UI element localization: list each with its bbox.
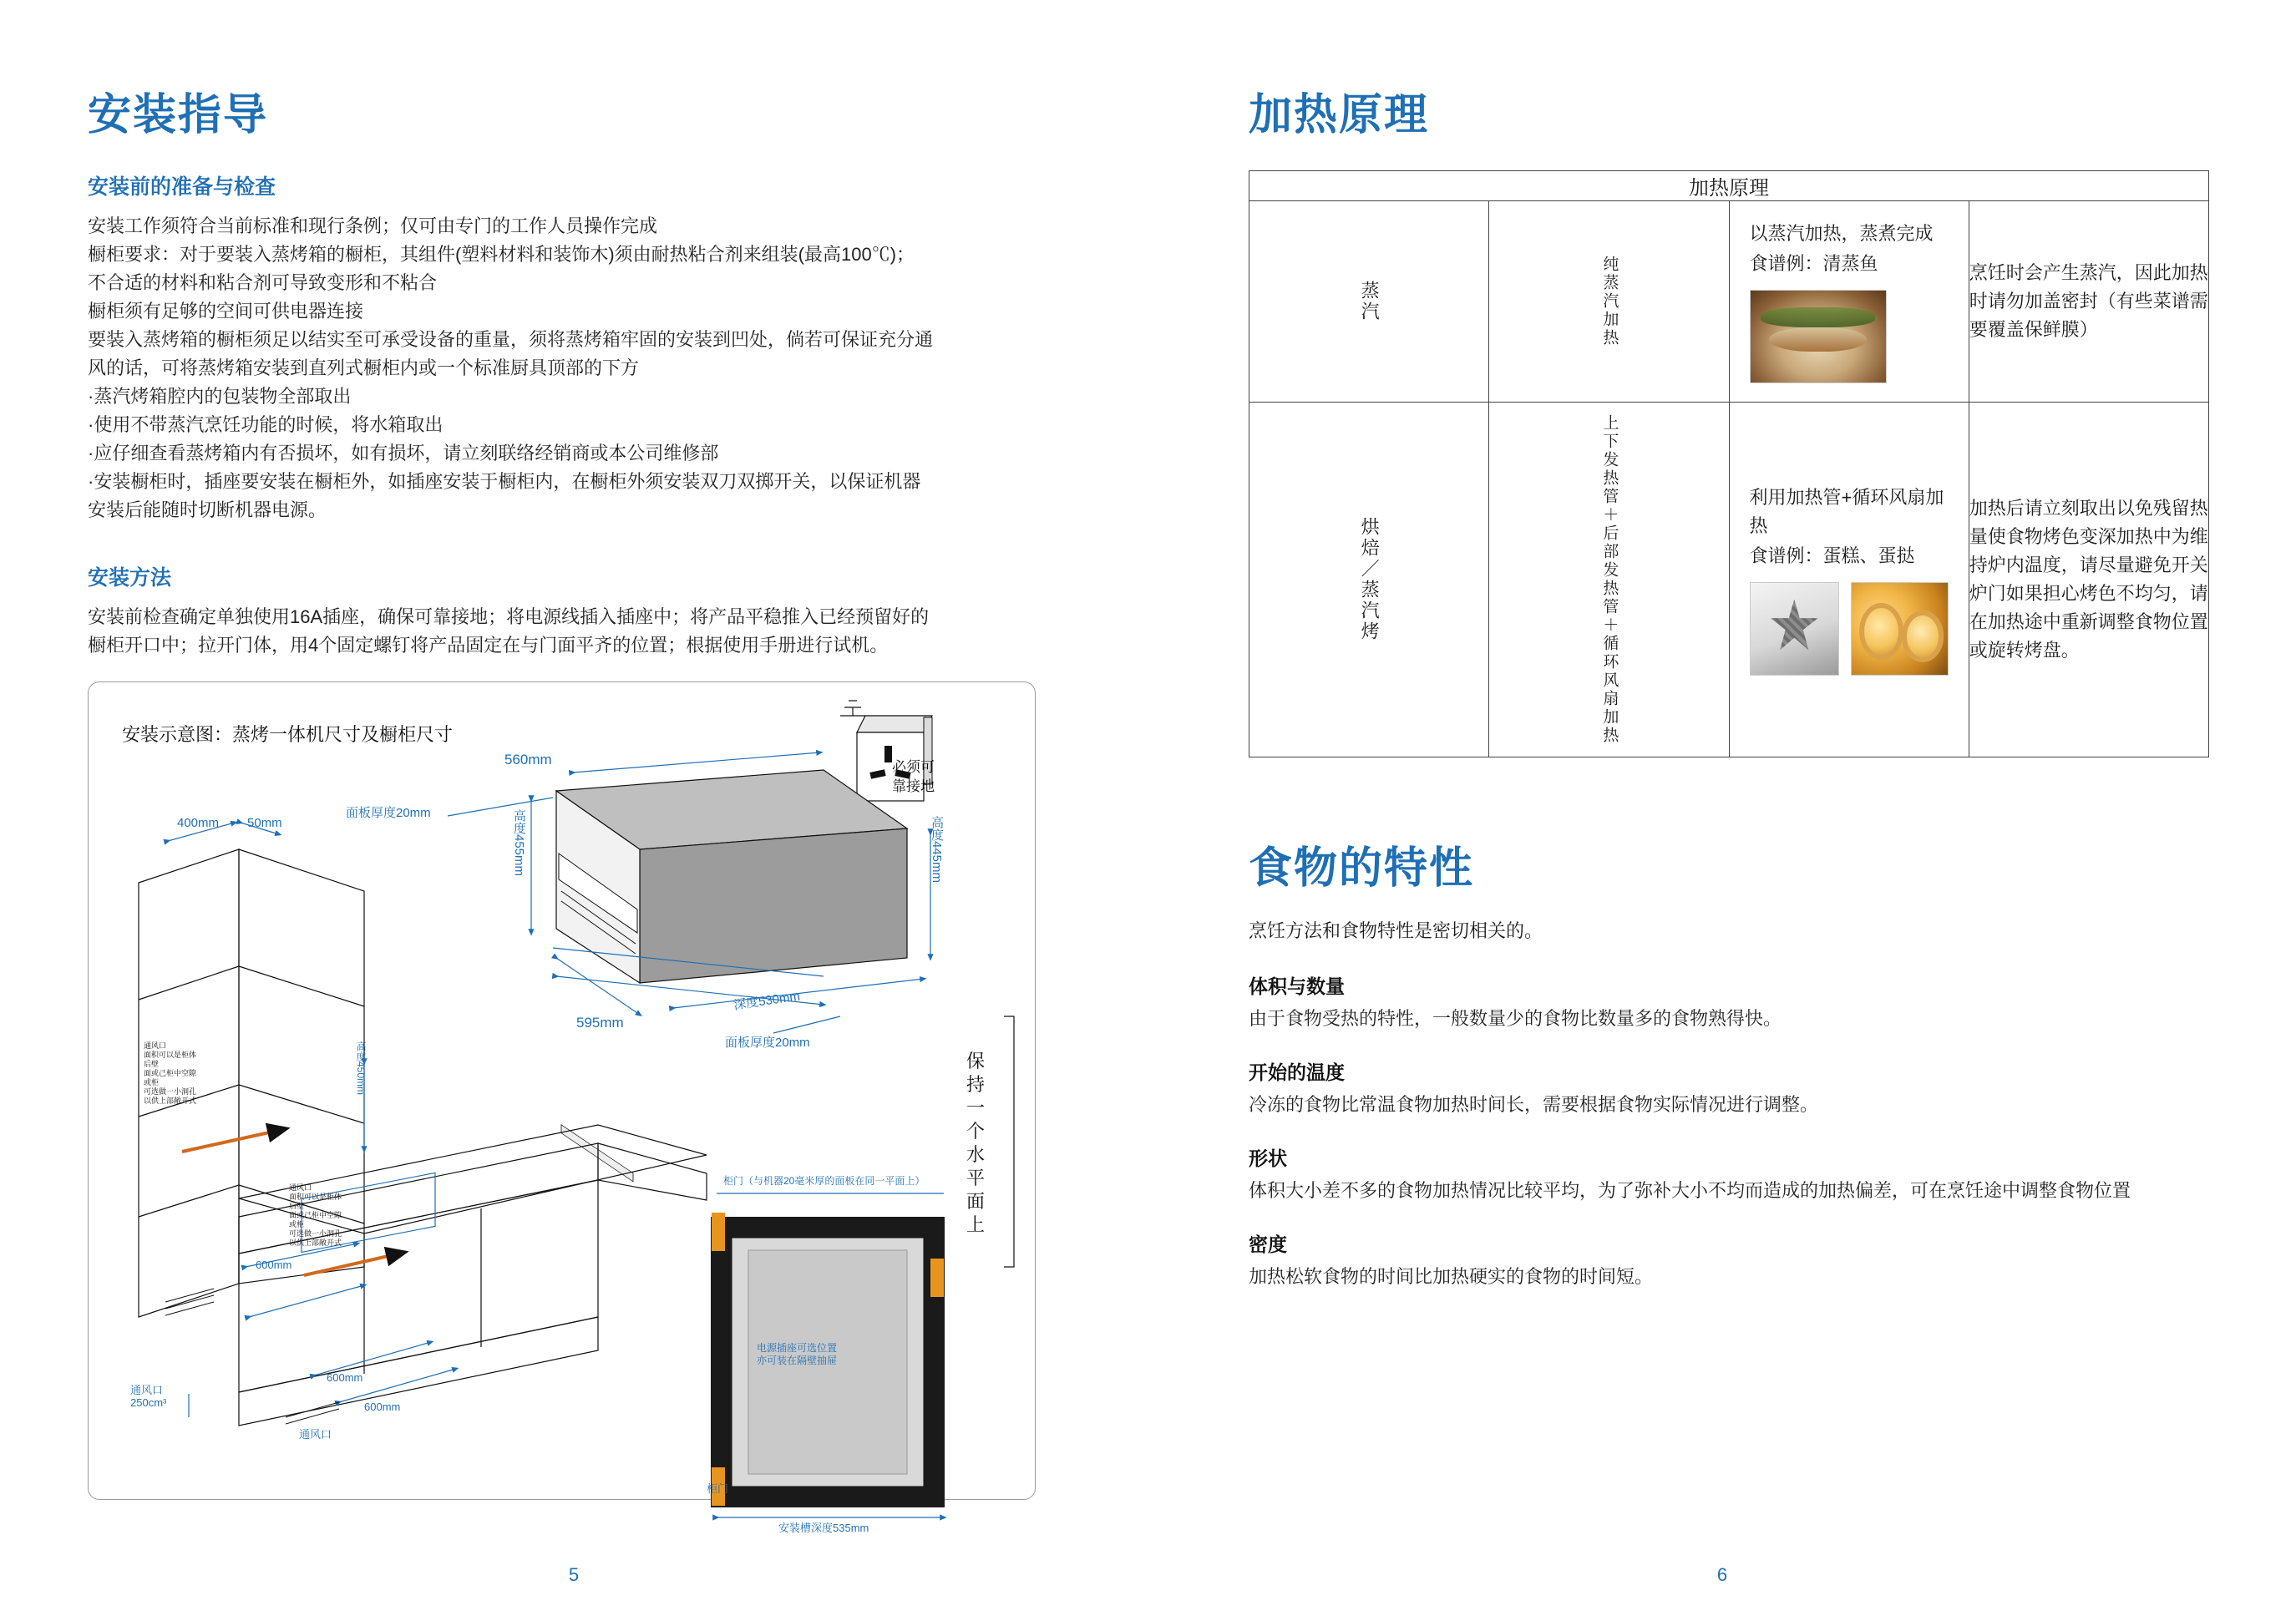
page-title-install: 安装指导	[88, 91, 269, 139]
bake-recipe: 食谱例：蛋糕、蛋挞	[1749, 545, 1915, 566]
page-right	[1148, 0, 2296, 1621]
method-line: 橱柜开口中；拉开门体，用4个固定螺钉将产品固定在与门面平齐的位置；根据使用手册进行试机。	[88, 635, 889, 656]
food-item-shape	[1249, 1143, 2212, 1204]
mode-sublabel-steam: 纯蒸汽加热	[1489, 201, 1729, 403]
label-400mm: 400mm	[177, 816, 220, 830]
vent-grill	[165, 1289, 339, 1424]
method-line: 安装前检查确定单独使用16A插座，确保可靠接地；将电源线插入插座中；将产品平稳推入已经预留好的	[88, 606, 930, 627]
prep-line: ·安装橱柜时，插座要安装在橱柜外，如插座安装于橱柜内，在橱柜外须安装双刀双掷开关，以保证机器	[88, 471, 921, 492]
label-height-450: 高度450mm	[355, 1041, 367, 1096]
label-vent-note-upper: 通风口 面积可以是柜体后壁 面或己柜中空隙或柜 可选做一小洞孔 以供上部敞开式	[144, 1041, 197, 1105]
prep-line: 安装后能随时切断机器电源。	[88, 499, 327, 520]
cabinet-dimension-lines	[168, 823, 456, 1417]
label-slot-depth: 安装槽深度535mm	[778, 1522, 869, 1534]
label-50mm: 50mm	[247, 816, 282, 830]
steam-recipe: 食谱例：清蒸鱼	[1749, 253, 1878, 274]
label-vent-note-lower: 通风口 面积可以是柜体后壁 面或己柜中空隙或柜 可选做一小洞孔 以供上部敞开式	[289, 1183, 342, 1247]
table-header: 加热原理	[1249, 171, 2209, 201]
prep-line: 安装工作须符合当前标准和现行条例；仅可由专门的工作人员操作完成	[88, 215, 658, 236]
page-number-right: 6	[1716, 1564, 1728, 1585]
label-560mm: 560mm	[504, 752, 552, 767]
food-item-text: 由于食物受热的特性，一般数量少的食物比数量多的食物熟得快。	[1249, 1008, 1782, 1029]
food-item-text: 加热松软食物的时间比加热硬实的食物的时间短。	[1249, 1266, 1654, 1287]
level-bracket	[1004, 1016, 1014, 1267]
food-item-text: 冷冻的食物比常温食物加热时间长，需要根据食物实际情况进行调整。	[1249, 1094, 1819, 1115]
food-item-heading: 开始的温度	[1249, 1061, 1345, 1083]
mode-sublabel-bake: 上下发热管＋后部发热管＋循环风扇加热	[1489, 403, 1729, 757]
steamed-fish-photo	[1750, 290, 1887, 383]
install-method-text	[88, 603, 1081, 660]
cake-photo	[1750, 582, 1840, 676]
label-height-455: 高度455mm	[512, 809, 526, 877]
bake-desc: 利用加热管+循环风扇加热	[1749, 487, 1944, 536]
label-vent-opening: 通风口	[299, 1428, 332, 1441]
prep-line: 橱柜须有足够的空间可供电器连接	[88, 301, 364, 322]
prep-line: ·蒸汽烤箱腔内的包装物全部取出	[88, 386, 352, 407]
page-title-heating: 加热原理	[1249, 91, 1430, 139]
steam-description-cell	[1729, 201, 1969, 403]
food-item-heading: 形状	[1249, 1147, 1287, 1169]
steam-note: 烹饪时会产生蒸汽，因此加热时请勿加盖密封（有些菜谱需要覆盖保鲜膜）	[1969, 201, 2208, 403]
egg-tart-photo	[1851, 582, 1949, 676]
label-cabinet-door-note: 柜门（与机器20毫米厚的面板在同一平面上）	[723, 1175, 925, 1187]
table-row	[1249, 201, 2209, 403]
level-label: 保持一个水平面上	[966, 1051, 986, 1235]
page-number-left: 5	[568, 1564, 580, 1585]
food-intro: 烹饪方法和食物特性是密切相关的。	[1249, 920, 1543, 941]
label-595mm: 595mm	[576, 1015, 624, 1031]
label-height-445: 高度445mm	[930, 816, 944, 884]
heading-install-method: 安装方法	[88, 566, 172, 590]
earth-label: 必须可 靠接地	[892, 759, 935, 794]
diagram-caption: 安装示意图：蒸烤一体机尺寸及橱柜尺寸	[122, 724, 454, 745]
table-row	[1249, 403, 2209, 757]
prep-line: 不合适的材料和粘合剂可导致变形和不粘合	[88, 272, 438, 293]
installation-diagram	[88, 681, 1036, 1534]
label-600mm-c: 600mm	[364, 1401, 401, 1413]
table-header-row	[1249, 171, 2209, 201]
heading-preparation: 安装前的准备与检查	[88, 175, 276, 199]
food-item-text: 体积大小差不多的食物加热情况比较平均，为了弥补大小不均而造成的加热偏差，可在烹饪途中调整食物位置	[1249, 1180, 2131, 1201]
label-600mm-a: 600mm	[256, 1259, 292, 1271]
prep-line: ·应仔细查看蒸烤箱内有否损坏，如有损坏，请立刻联络经销商或本公司维修部	[88, 443, 719, 464]
label-vent-250: 通风口 250cm³	[130, 1384, 167, 1409]
food-item-heading: 体积与数量	[1249, 975, 1345, 997]
mode-label-steam: 蒸汽	[1249, 201, 1489, 403]
prep-line: 风的话，可将蒸烤箱安装到直列式橱柜内或一个标准厨具顶部的下方	[88, 357, 640, 378]
food-item-density	[1249, 1229, 2212, 1290]
diagram-drawing	[89, 682, 1036, 1501]
label-socket-note: 电源插座可选位置 亦可装在隔壁抽屉	[757, 1342, 838, 1366]
label-panel-thickness-top: 面板厚度20mm	[346, 806, 431, 820]
prep-line: 要装入蒸烤箱的橱柜须足以结实至可承受设备的重量，须将蒸烤箱牢固的安装到凹处，倘若可保证充分通	[88, 329, 934, 350]
steam-desc: 以蒸汽加热，蒸煮完成	[1749, 223, 1934, 244]
preparation-text	[88, 212, 1081, 524]
bake-description-cell	[1729, 403, 1969, 757]
food-characteristics-section	[1249, 833, 2212, 1290]
food-section-title: 食物的特性	[1249, 844, 1475, 893]
label-door: 柜门	[707, 1482, 729, 1495]
food-item-volume	[1249, 971, 2212, 1032]
bake-note: 加热后请立刻取出以免残留热量使食物烤色变深加热中为维持炉内温度，请尽量避免开关炉门如果担心烤色不均匀，请在加热途中重新调整食物位置或旋转烤盘。	[1969, 403, 2208, 757]
food-item-heading: 密度	[1249, 1233, 1287, 1255]
oven-isometric	[556, 770, 907, 1182]
label-panel-thickness-bottom: 面板厚度20mm	[725, 1036, 810, 1050]
label-depth-530: 深度530mm	[732, 989, 801, 1013]
label-600mm-b: 600mm	[327, 1371, 363, 1384]
prep-line: 橱柜要求：对于要装入蒸烤箱的橱柜，其组件(塑料材料和装饰木)须由耐热粘合剂来组装(最高100℃)；	[88, 244, 915, 265]
heating-principle-table	[1249, 170, 2209, 757]
mode-label-bake: 烘焙／蒸汽烤	[1249, 403, 1489, 757]
prep-line: ·使用不带蒸汽烹饪功能的时候，将水箱取出	[88, 414, 443, 435]
food-item-temperature	[1249, 1057, 2212, 1118]
